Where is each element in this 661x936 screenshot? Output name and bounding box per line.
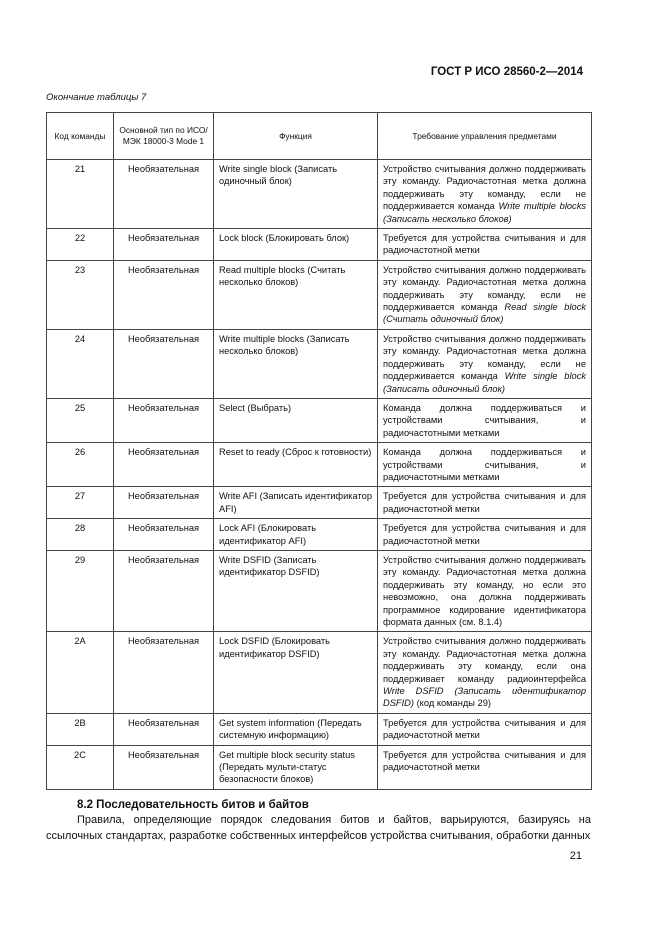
table-header-row xyxy=(47,113,592,160)
requirement-text: Устройство считывания должно поддерживать эту команду. Радиочастотная метка должна поддерживать эту команду, но если это невозможно, она должна поддерживать программное кодирование идентификатора формата данных (см. 8.1.4) xyxy=(383,554,586,627)
requirement-cell xyxy=(378,550,592,631)
table-row xyxy=(47,160,592,229)
requirement-cell xyxy=(378,160,592,229)
table-row xyxy=(47,329,592,398)
base-type-cell: Необязательная xyxy=(114,260,214,329)
function-cell: Lock block (Блокировать блок) xyxy=(214,229,378,261)
command-code-cell: 28 xyxy=(47,519,114,551)
function-cell: Get system information (Передать системную информацию) xyxy=(214,713,378,745)
requirement-cell xyxy=(378,329,592,398)
requirement-text: Команда должна поддерживаться и устройствами считывания, и радиочастотными метками xyxy=(383,447,586,482)
requirement-cell xyxy=(378,443,592,487)
table-row xyxy=(47,260,592,329)
col-header-code: Код команды xyxy=(47,113,114,160)
requirement-command-ref: Write DSFID (Записать идентификатор DSFID) xyxy=(383,686,586,709)
standard-designation: ГОСТ Р ИСО 28560-2—2014 xyxy=(430,66,583,78)
function-cell: Write DSFID (Записать идентификатор DSFID) xyxy=(214,550,378,631)
table-row xyxy=(47,745,592,789)
command-code-cell: 25 xyxy=(47,398,114,442)
requirement-tail: (код команды 29) xyxy=(414,698,491,709)
base-type-cell: Необязательная xyxy=(114,329,214,398)
requirement-command-ref: Write multiple blocks (Записать несколько блоков) xyxy=(383,201,587,224)
function-cell: Get multiple block security status (Передать мульти-статус безопасности блоков) xyxy=(214,745,378,789)
command-code-cell: 2A xyxy=(47,632,114,713)
base-type-cell: Необязательная xyxy=(114,713,214,745)
table-row xyxy=(47,713,592,745)
requirement-text: Требуется для устройства считывания и для радиочастотной метки xyxy=(383,523,586,546)
base-type-cell: Необязательная xyxy=(114,487,214,519)
function-cell: Reset to ready (Сброс к готовности) xyxy=(214,443,378,487)
requirement-cell xyxy=(378,487,592,519)
col-header-function: Функция xyxy=(214,113,378,160)
requirement-command-ref: Write single block (Записать одиночный блок) xyxy=(383,371,586,394)
requirement-cell xyxy=(378,398,592,442)
requirement-text: Устройство считывания должно поддерживать эту команду. Радиочастотная метка должна поддерживать эту команду, если не поддерживается команда xyxy=(383,164,586,212)
requirement-text: Устройство считывания должно поддерживать эту команду. Радиочастотная метка должна поддерживать эту команду, если не поддерживается команда xyxy=(383,333,586,382)
base-type-cell: Необязательная xyxy=(114,632,214,713)
requirement-cell xyxy=(378,260,592,329)
table-caption: Окончание таблицы 7 xyxy=(46,92,147,103)
requirement-cell xyxy=(378,229,592,261)
command-code-cell: 26 xyxy=(47,443,114,487)
base-type-cell: Необязательная xyxy=(114,745,214,789)
section-heading: 8.2 Последовательность битов и байтов xyxy=(77,799,309,811)
table-row xyxy=(47,443,592,487)
requirement-text: Требуется для устройства считывания и для радиочастотной метки xyxy=(383,233,586,256)
requirement-text: Требуется для устройства считывания и для радиочастотной метки xyxy=(383,749,586,773)
col-header-requirement: Требование управления предметами xyxy=(378,113,592,160)
base-type-cell: Необязательная xyxy=(114,398,214,442)
table-row xyxy=(47,487,592,519)
requirement-text: Устройство считывания должно поддерживать эту команду. Радиочастотная метка должна поддерживать эту команду, если не поддерживается команда xyxy=(383,264,586,313)
function-cell: Lock AFI (Блокировать идентификатор AFI) xyxy=(214,519,378,551)
col-header-type: Основной тип по ИСО/МЭК 18000-3 Mode 1 xyxy=(114,113,214,160)
base-type-cell: Необязательная xyxy=(114,519,214,551)
function-cell: Read multiple blocks (Считать несколько блоков) xyxy=(214,260,378,329)
command-code-cell: 21 xyxy=(47,160,114,229)
function-cell: Write AFI (Записать идентификатор AFI) xyxy=(214,487,378,519)
command-code-cell: 23 xyxy=(47,260,114,329)
requirement-text: Команда должна поддерживаться и устройствами считывания, и радиочастотными метками xyxy=(383,402,586,438)
command-code-cell: 29 xyxy=(47,550,114,631)
base-type-cell: Необязательная xyxy=(114,443,214,487)
table-row xyxy=(47,398,592,442)
requirement-text: Требуется для устройства считывания и для радиочастотной метки xyxy=(383,717,586,741)
requirement-text: Требуется для устройства считывания и для радиочастотной метки xyxy=(383,491,586,514)
command-code-cell: 27 xyxy=(47,487,114,519)
base-type-cell: Необязательная xyxy=(114,229,214,261)
command-code-cell: 22 xyxy=(47,229,114,261)
requirement-text: Устройство считывания должно поддерживать эту команду. Радиочастотная метка должна поддерживать эту команду, если она поддерживает команду радиоинтерфейса xyxy=(383,636,586,684)
table-row xyxy=(47,519,592,551)
command-code-cell: 2C xyxy=(47,745,114,789)
page-number: 21 xyxy=(569,850,582,862)
requirement-command-ref: Read single block (Считать одиночный блок) xyxy=(383,302,586,325)
command-code-cell: 24 xyxy=(47,329,114,398)
function-cell: Write multiple blocks (Записать несколько блоков) xyxy=(214,329,378,398)
table-row xyxy=(47,550,592,631)
commands-table xyxy=(46,112,592,790)
requirement-cell xyxy=(378,632,592,713)
function-cell: Lock DSFID (Блокировать идентификатор DSFID) xyxy=(214,632,378,713)
body-paragraph: Правила, определяющие порядок следования битов и байтов, варьируются, базируясь на ссылочных стандартах, разработке собственных интерфейсов устройства считывания, обработки данных xyxy=(46,814,591,842)
function-cell: Write single block (Записать одиночный блок) xyxy=(214,160,378,229)
requirement-cell xyxy=(378,713,592,745)
requirement-cell xyxy=(378,745,592,789)
function-cell: Select (Выбрать) xyxy=(214,398,378,442)
table-row xyxy=(47,632,592,713)
requirement-cell xyxy=(378,519,592,551)
base-type-cell: Необязательная xyxy=(114,550,214,631)
table-row xyxy=(47,229,592,261)
base-type-cell: Необязательная xyxy=(114,160,214,229)
command-code-cell: 2B xyxy=(47,713,114,745)
